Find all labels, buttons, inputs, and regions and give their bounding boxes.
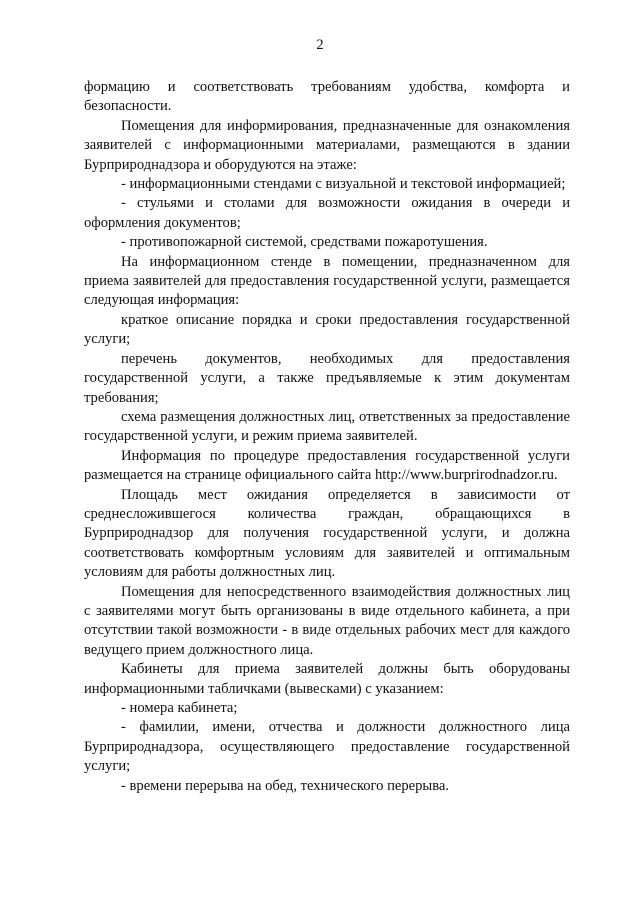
page-number: 2 [316, 37, 324, 53]
list-item-placement-scheme: схема размещения должностных лиц, ответственных за предоставление государственной услуги, и режим приема заявителей. [84, 408, 570, 445]
list-item-official-name: - фамилии, имени, отчества и должности должностного лица Бурприроднадзора, осуществляющего предоставление государственной услуги; [84, 719, 570, 775]
paragraph-info-rooms: Помещения для информирования, предназначенные для ознакомления заявителей с информационными материалами, размещаются в здании Бурприроднадзора и оборудуются на этаже: [84, 117, 570, 173]
paragraph-waiting-area: Площадь мест ожидания определяется в зависимости от среднесложившегося количества граждан, обращающихся в Бурприроднадзор для получения государственной услуги, и должна соответствовать комфортным условиям для заявителей и оптимальным условиям для работы должностных лиц. [84, 486, 570, 581]
list-item-procedure-description: краткое описание порядка и сроки предоставления государственной услуги; [84, 311, 570, 348]
list-item-cabinet-number: - номера кабинета; [121, 700, 238, 716]
list-item-info-stands: - информационными стендами с визуальной и текстовой информацией; [121, 176, 566, 193]
list-item-fire-system: - противопожарной системой, средствами пожаротушения. [121, 234, 488, 251]
paragraph-website-info: Информация по процедуре предоставления государственной услуги размещается на странице официального сайта http://www.burprirodnadzor.ru. [84, 447, 570, 484]
document-body [84, 78, 570, 796]
list-item-chairs-tables: - стульями и столами для возможности ожидания в очереди и оформления документов; [84, 195, 570, 231]
paragraph-info-stand: На информационном стенде в помещении, предназначенном для приема заявителей для предоставления государственной услуги, размещается следующая информация: [84, 253, 570, 309]
paragraph-interaction-rooms: Помещения для непосредственного взаимодействия должностных лиц с заявителями могут быть организованы в виде отдельного кабинета, а при отсутствии такой возможности - в виде отдельных рабочих мест для каждого ведущего прием должностного лица. [84, 583, 570, 658]
paragraph-continuation: формацию и соответствовать требованиям удобства, комфорта и безопасности. [84, 79, 570, 115]
paragraph-cabinet-signs: Кабинеты для приема заявителей должны быть оборудованы информационными табличками (вывесками) с указанием: [84, 661, 570, 697]
list-item-break-time: - времени перерыва на обед, технического перерыва. [121, 777, 450, 794]
list-item-documents-list: перечень документов, необходимых для предоставления государственной услуги, а также предъявляемые к этим документам требования; [84, 350, 570, 406]
